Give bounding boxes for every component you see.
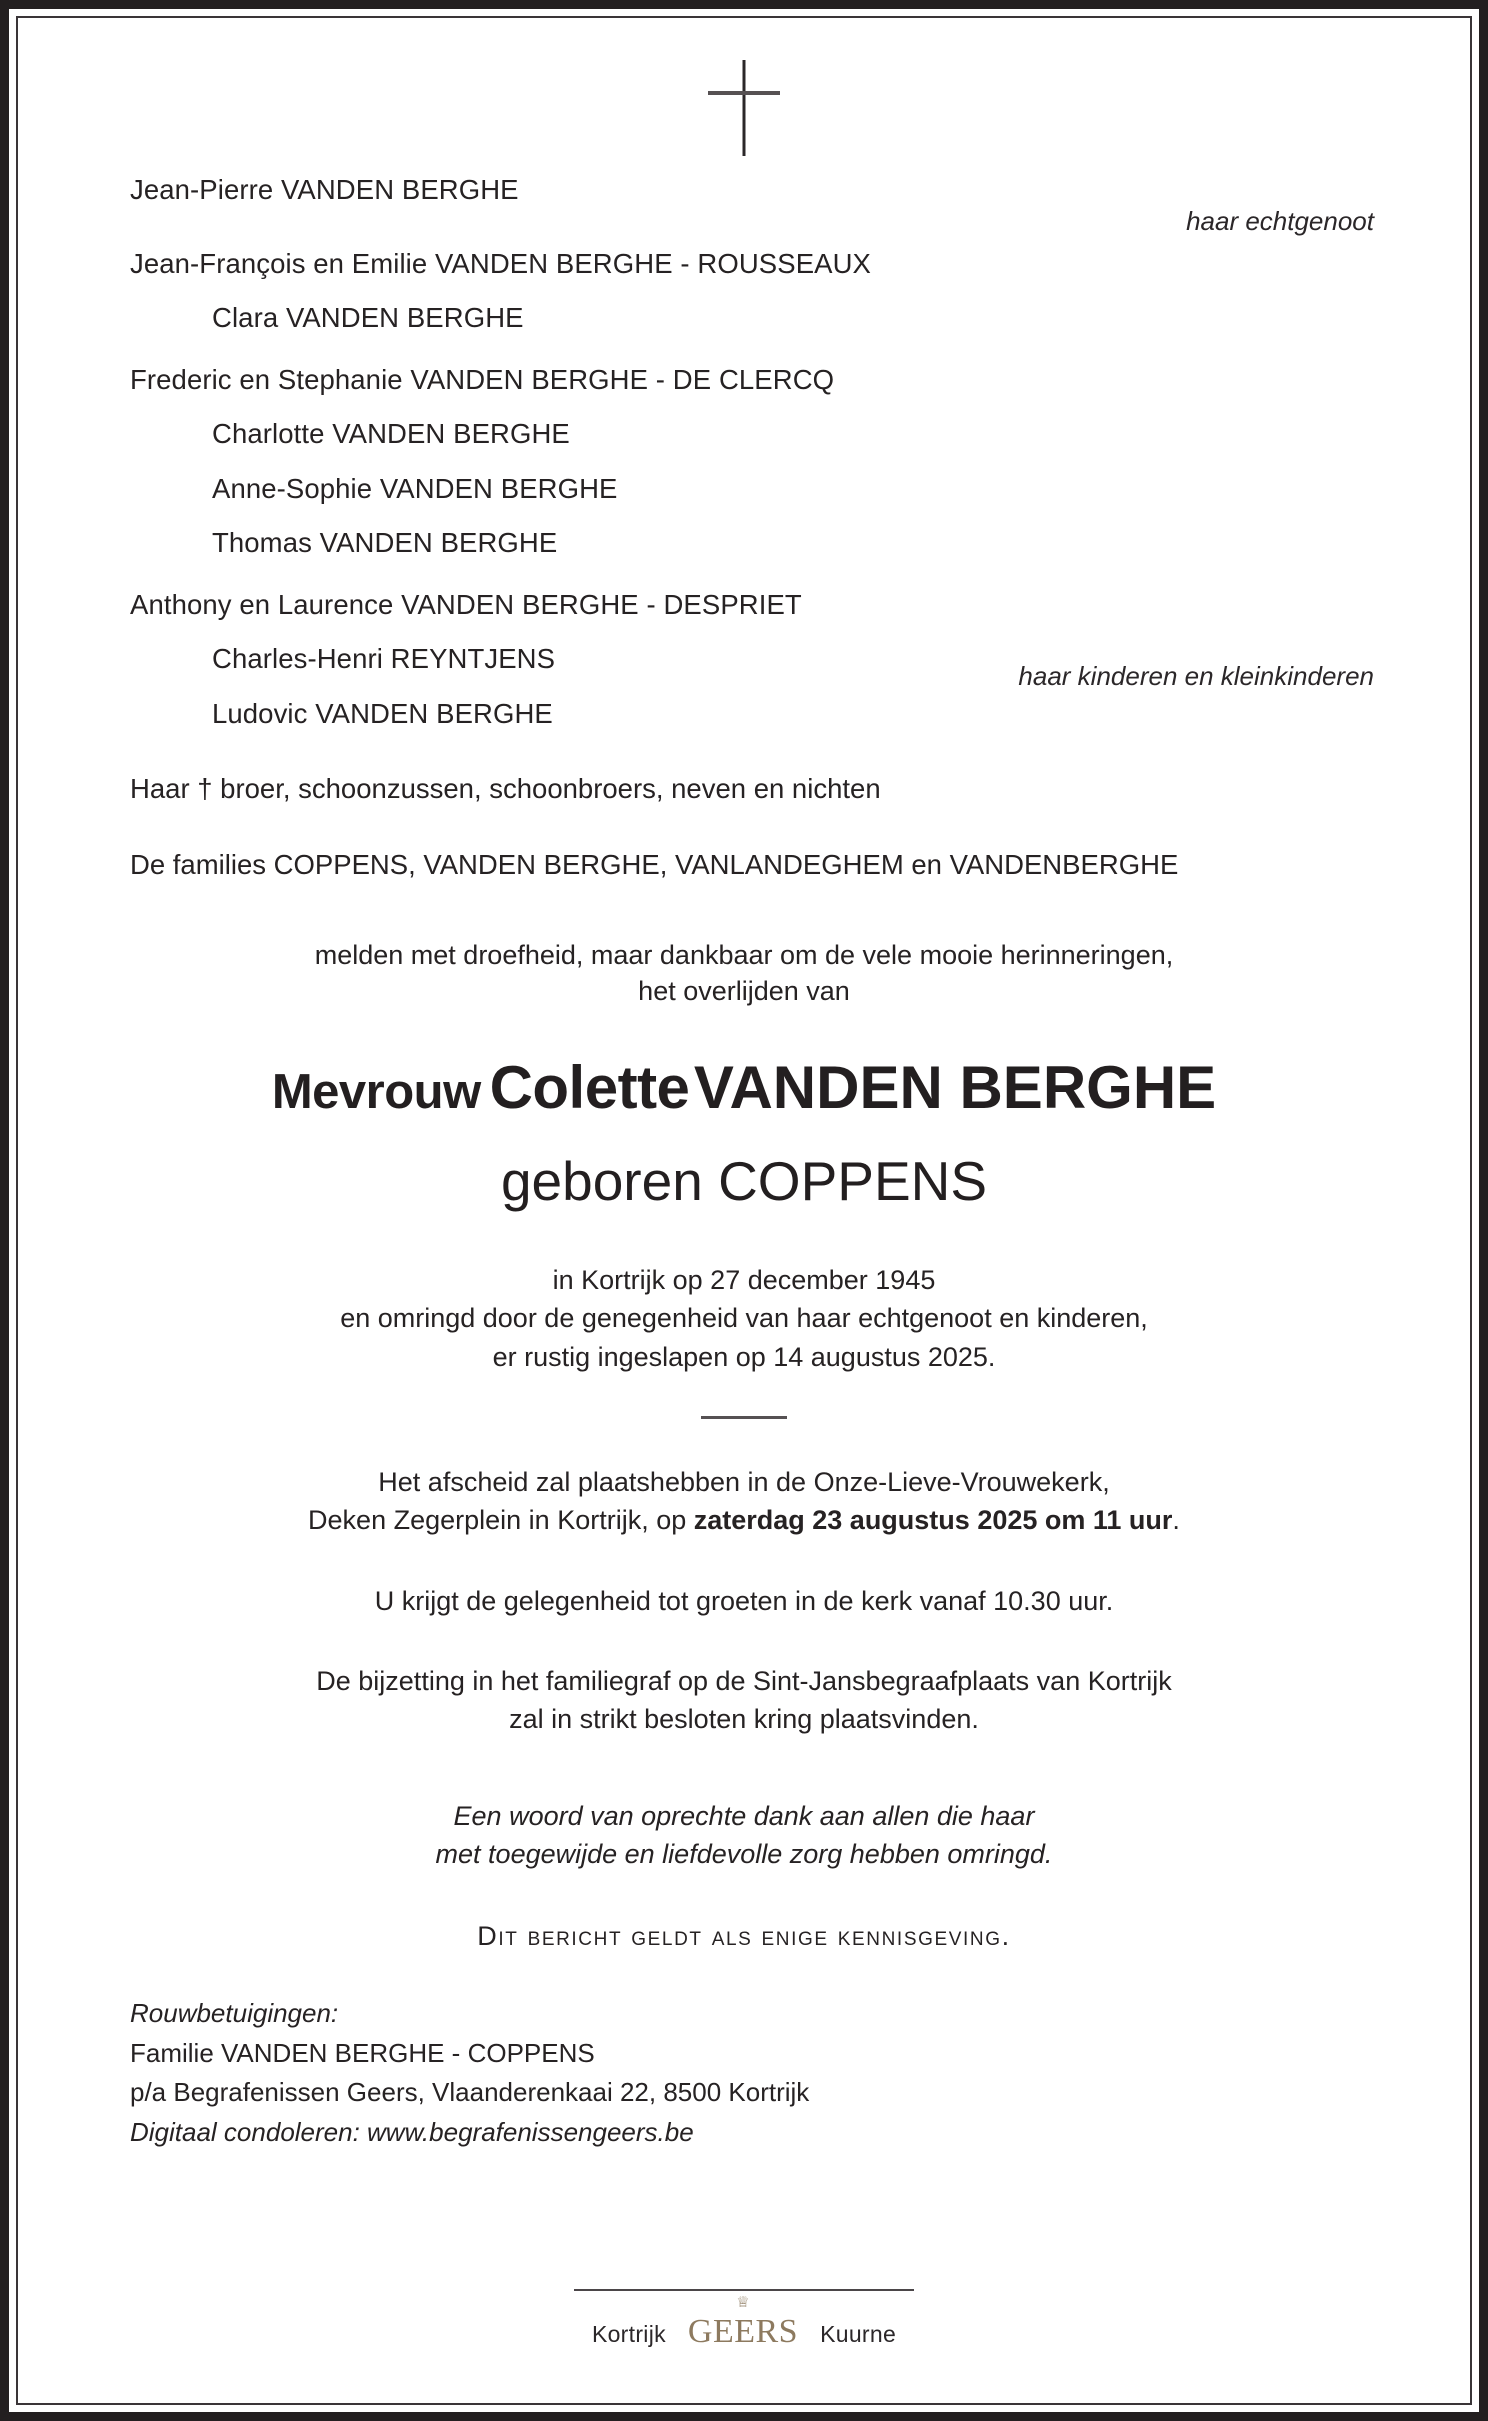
ceremony-details [66,1463,1422,1540]
logo-brand-wrap [687,2294,799,2351]
announcement-line-2: het overlijden van [638,976,850,1007]
cross-header [66,60,1422,156]
spacer [66,502,1422,529]
spacer [66,448,1422,475]
life-dates [66,1261,1422,1376]
spouse-relation-note: haar echtgenoot [1186,206,1374,236]
logo-brand-name: GEERS [687,2313,799,2350]
family-member: Frederic en Stephanie VANDEN BERGHE - DE CLERCQ [130,363,835,395]
thanks-line-2: met toegewijde en liefdevolle zorg hebben omringd. [435,1838,1053,1869]
family-member: Clara VANDEN BERGHE [212,302,524,333]
burial-info [66,1662,1422,1739]
ceremony-line-1: Het afscheid zal plaatshebben in de Onze-Lieve-Vrouwekerk, [378,1466,1110,1497]
footer-divider [574,2289,914,2291]
greeting-line: U krijgt de gelegenheid tot groeten in de kerk vanaf 10.30 uur. [374,1585,1114,1616]
family-member: Anthony en Laurence VANDEN BERGHE - DESPRIET [130,588,802,620]
cross-horizontal-bar [708,91,780,95]
family-member: Thomas VANDEN BERGHE [212,527,558,558]
funeral-home-logo [18,2294,1470,2351]
family-member: Anne-Sophie VANDEN BERGHE [212,472,618,504]
thanks-message [66,1797,1422,1874]
birth-line: in Kortrijk op 27 december 1945 [552,1264,936,1295]
born-prefix: geboren [500,1149,703,1212]
spacer [66,332,1422,366]
announcement-line-1: melden met droefheid, maar dankbaar om de vele mooie herinneringen, [314,940,1174,970]
burial-line-2: zal in strikt besloten kring plaatsvinden. [509,1704,979,1735]
deceased-surname: VANDEN BERGHE [693,1053,1217,1121]
footer [18,2289,1470,2351]
family-list [66,176,1422,727]
crown-icon: ♕ [736,2294,750,2311]
condolences-address: p/a Begrafenissen Geers, Vlaanderenkaai 22, 8500 Kortrijk [130,2077,810,2108]
family-member: Charlotte VANDEN BERGHE [212,418,570,449]
children-relation-note: haar kinderen en kleinkinderen [1018,661,1374,691]
section-divider [701,1416,787,1419]
families-line: De families COPPENS, VANDEN BERGHE, VANLANDEGHEM en VANDENBERGHE [130,849,1179,880]
condolences-family: Familie VANDEN BERGHE - COPPENS [130,2037,595,2068]
family-member: Jean-François en Emilie VANDEN BERGHE - ROUSSEAUX [130,247,871,279]
deceased-name [66,1053,1422,1121]
deceased-title: Mevrouw [271,1064,481,1119]
burial-line-1: De bijzetting in het familiegraf op de Sint-Jansbegraafplaats van Kortrijk [316,1665,1172,1696]
sole-notice-line: Dit bericht geldt als enige kennisgeving. [477,1921,1011,1952]
spacer [66,618,1422,645]
ceremony-datetime: zaterdag 23 augustus 2025 om 11 uur [693,1505,1173,1536]
relatives-line: Haar † broer, schoonzussen, schoonbroers, neven en nichten [130,773,881,804]
ceremony-line-2 [66,1501,1422,1539]
spacer [66,277,1422,304]
condolences-label: Rouwbetuigingen: [130,1998,339,2029]
family-member: Charles-Henri REYNTJENS [212,643,556,674]
deceased-given-name: Colette [489,1053,690,1121]
spacer [66,557,1422,591]
cross-vertical-bar [743,60,746,156]
card-frame [16,16,1472,2405]
condolences-website[interactable]: Digitaal condoleren: www.begrafenissengeers.be [130,2116,694,2147]
card-sheet [18,18,1470,2403]
spacer [66,393,1422,420]
death-line-2: er rustig ingeslapen op 14 augustus 2025. [492,1341,996,1372]
maiden-name: COPPENS [718,1149,988,1212]
family-member: Ludovic VANDEN BERGHE [212,697,553,729]
death-line-1: en omringd door de genegenheid van haar echtgenoot en kinderen, [340,1303,1148,1334]
announcement-text [66,937,1422,1010]
logo-city-right: Kuurne [820,2321,897,2347]
logo-city-left: Kortrijk [591,2321,666,2347]
card-border-gap [9,9,1479,2412]
ceremony-line-2-prefix: Deken Zegerplein in Kortrijk, op [308,1505,694,1536]
ceremony-line-2-suffix: . [1172,1505,1180,1536]
thanks-line-1: Een woord van oprechte dank aan allen die haar [453,1800,1035,1831]
deceased-maiden-name [66,1149,1422,1212]
family-member: Jean-Pierre VANDEN BERGHE [130,174,519,205]
condolences-block [130,1994,1422,2152]
latin-cross-icon [699,60,789,156]
greeting-info [66,1582,1422,1620]
